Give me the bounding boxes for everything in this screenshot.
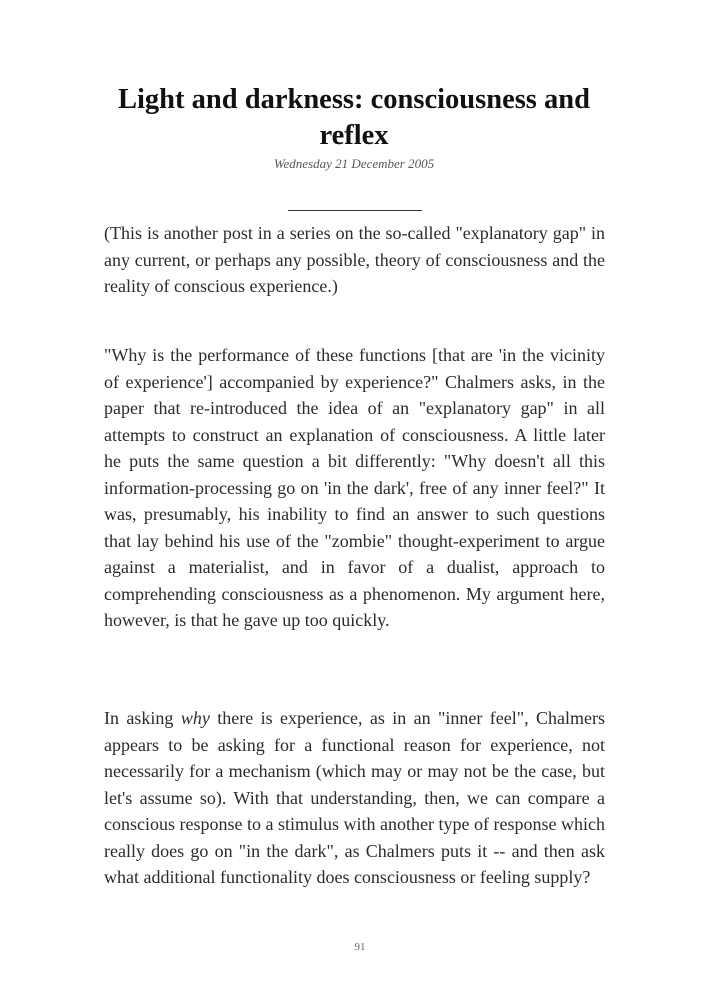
title-divider: [288, 210, 422, 211]
post-date: Wednesday 21 December 2005: [273, 156, 435, 171]
asking-paragraph: [104, 705, 605, 891]
asking-paragraph-start: In asking: [104, 708, 181, 728]
page-number: 91: [354, 941, 366, 953]
emphasis-why: why: [180, 708, 210, 728]
page-title: Light and darkness: consciousness and reflex: [118, 84, 590, 151]
intro-paragraph: (This is another post in a series on the so-called "explanatory gap" in any current, or perhaps any possible, theory of consciousness and the reality of conscious experience.): [104, 223, 605, 296]
asking-paragraph-rest: there is experience, as in an "inner feel", Chalmers appears to be asking for a functional reason for experience, not necessarily for a mechanism (which may or may not be the case, but let's assume so). With that understanding, then, we can compare a conscious response to a stimulus with another type of response which really does go on "in the dark", as Chalmers puts it -- and then ask what additional functionality does consciousness or feeling supply?: [104, 708, 605, 887]
chalmers-paragraph: "Why is the performance of these functions [that are 'in the vicinity of experience'] accompanied by experience?" Chalmers asks, in the paper that re-introduced the idea of an "explanatory gap" in all attempts to construct an explanation of consciousness. A little later he puts the same question a bit differently: "Why doesn't all this information-processing go on 'in the dark', free of any inner feel?" It was, presumably, his inability to find an answer to such questions that lay behind his use of the "zombie" thought-experiment to argue against a materialist, and in favor of a dualist, approach to comprehending consciousness as a phenomenon. My argument here, however, is that he gave up too quickly.: [104, 345, 605, 630]
